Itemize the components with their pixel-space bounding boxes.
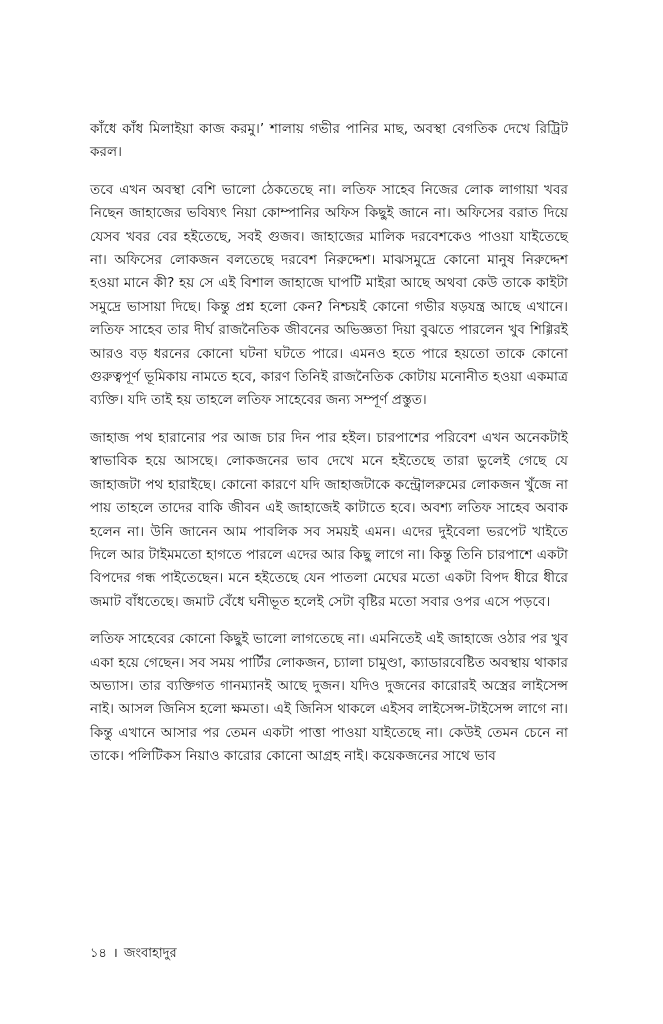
book-title: জংবাহাদুর (123, 946, 177, 961)
page-footer (90, 944, 177, 964)
paragraph-2: তবে এখন অবস্থা বেশি ভালো ঠেকতেছে না। লতিফ সাহেব নিজের লোক লাগায়া খবর নিছেন জাহাজের ভবিষ্যৎ নিয়া কোম্পানির অফিস কিছুই জানে না। অফিসের বরাত দিয়ে যেসব খবর বের হইতেছে, সবই গুজব। জাহাজের মালিক দরবেশকেও পাওয়া যাইতেছে না। অফিসের লোকজন বলতেছে দরবেশ নিরুদ্দেশ। মাঝসমুদ্রে কোনো মানুষ নিরুদ্দেশ হওয়া মানে কী? হয় সে এই বিশাল জাহাজে ঘাপটি মাইরা আছে অথবা কেউ তাকে কাইটা সমুদ্রে ভাসায়া দিছে। কিন্তু প্রশ্ন হলো কেন? নিশ্চয়ই কোনো গভীর ষড়যন্ত্র আছে এখানে। লতিফ সাহেব তার দীর্ঘ রাজনৈতিক জীবনের অভিজ্ঞতা দিয়া বুঝতে পারলেন খুব শিগ্গিরই আরও বড় ধরনের কোনো ঘটনা ঘটতে পারে। এমনও হতে পারে হয়তো তাকে কোনো গুরুত্বপূর্ণ ভূমিকায় নামতে হবে, কারণ তিনিই রাজনৈতিক কোটায় মনোনীত হওয়া একমাত্র ব্যক্তি। যদি তাই হয় তাহলে লতিফ সাহেবের জন্য সম্পূর্ণ প্রস্তুত। (90, 181, 568, 409)
paragraph-1: কাঁধে কাঁধ মিলাইয়া কাজ করমু।’ শালায় গভীর পানির মাছ, অবস্থা বেগতিক দেখে রিট্রিট করল। (90, 121, 568, 161)
page-body (90, 118, 568, 783)
paragraph-4: লতিফ সাহেবের কোনো কিছুই ভালো লাগতেছে না। এমনিতেই এই জাহাজে ওঠার পর খুব একা হয়ে গেছেন। সব সময় পার্টির লোকজন, চ্যালা চামুণ্ডা, ক্যাডারবেষ্টিত অবস্থায় থাকার অভ্যাস। তার ব্যক্তিগত গানম্যানই আছে দুজন। যদিও দুজনের কারোরই অস্ত্রের লাইসেন্স নাই। আসল জিনিস হলো ক্ষমতা। এই জিনিস থাকলে এইসব লাইসেন্স-টাইসেন্স লাগে না। কিন্তু এখানে আসার পর তেমন একটা পাত্তা পাওয়া যাইতেছে না। কেউই তেমন চেনে না তাকে। পলিটিকস নিয়াও কারোর কোনো আগ্রহ নাই। কয়েকজনের সাথে ভাব (90, 631, 568, 765)
footer-separator: । (112, 946, 118, 961)
page-number: ১৪ (90, 946, 107, 961)
paragraph-3: জাহাজ পথ হারানোর পর আজ চার দিন পার হইল। চারপাশের পরিবেশ এখন অনেকটাই স্বাভাবিক হয়ে আসছে। লোকজনের ভাব দেখে মনে হইতেছে তারা ভুলেই গেছে যে জাহাজটা পথ হারাইছে। কোনো কারণে যদি জাহাজটাকে কন্ট্রোলরুমের লোকজন খুঁজে না পায় তাহলে তাদের বাকি জীবন এই জাহাজেই কাটাতে হবে। অবশ্য লতিফ সাহেব অবাক হলেন না। উনি জানেন আম পাবলিক সব সময়ই এমন। এদের দুইবেলা ভরপেট খাইতে দিলে আর টাইমমতো হাগতে পারলে এদের আর কিছু লাগে না। কিন্তু তিনি চারপাশে একটা বিপদের গন্ধ পাইতেছেন। মনে হইতেছে যেন পাতলা মেঘের মতো একটা বিপদ ধীরে ধীরে জমাট বাঁধতেছে। জমাট বেঁধে ঘনীভূত হলেই সেটা বৃষ্টির মতো সবার ওপর এসে পড়বে। (90, 429, 568, 610)
